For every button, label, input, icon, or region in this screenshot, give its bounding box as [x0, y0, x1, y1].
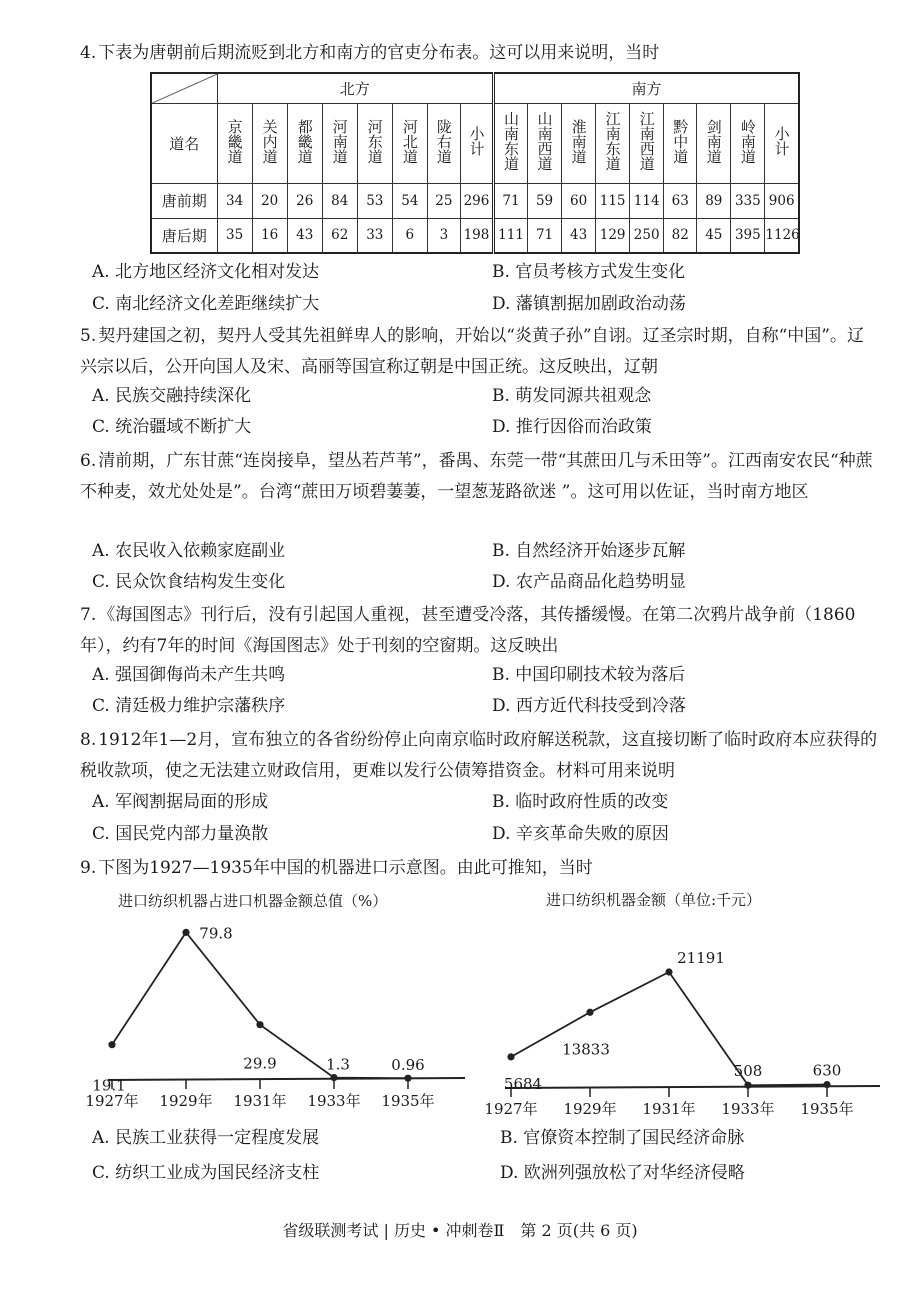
- data-point: [586, 1009, 593, 1016]
- q4-option-b[interactable]: B. 官员考核方式发生变化: [492, 262, 686, 282]
- table-cell: 82: [664, 218, 697, 253]
- table-cell: 114: [630, 183, 664, 218]
- column-header: 淮南道: [562, 103, 596, 183]
- q9-stem: 9. 下图为1927—1935年中国的机器进口示意图。由此可推知，当时: [80, 858, 593, 878]
- data-point: [823, 1081, 830, 1088]
- column-header: 剑南道: [697, 103, 731, 183]
- table-cell: 25: [427, 183, 460, 218]
- data-point: [404, 1075, 411, 1082]
- row-label: 唐前期: [151, 183, 217, 218]
- q6-option-b[interactable]: B. 自然经济开始逐步瓦解: [492, 541, 686, 561]
- q7-option-b[interactable]: B. 中国印刷技术较为落后: [492, 665, 686, 685]
- q5-option-d[interactable]: D. 推行因俗而治政策: [492, 417, 652, 437]
- table-cell: 34: [217, 183, 252, 218]
- column-header: 黔中道: [664, 103, 697, 183]
- x-tick-label: 1929年: [159, 1092, 213, 1110]
- table-cell: 906: [765, 183, 799, 218]
- table-cell: 129: [596, 218, 630, 253]
- column-header: 河南道: [322, 103, 357, 183]
- x-tick-label: 1927年: [484, 1100, 538, 1118]
- table-cell: 59: [528, 183, 562, 218]
- north-header: 北方: [217, 73, 493, 103]
- table-cell: 26: [287, 183, 322, 218]
- column-header: 小计: [765, 103, 799, 183]
- x-tick-label: 1931年: [233, 1092, 287, 1110]
- q7-stem: 7. 《海国图志》刊行后，没有引起国人重视，甚至遭受冷落，其传播缓慢。在第二次鸦片战争前（1860年），约有7年的时间《海国图志》处于刊刻的空窗期。这反映出: [80, 605, 856, 656]
- x-tick-label: 1931年: [642, 1100, 696, 1118]
- table-cell: 43: [287, 218, 322, 253]
- q4-stem: 4. 下表为唐朝前后期流贬到北方和南方的官吏分布表。这可以用来说明，当时: [80, 43, 660, 63]
- table-cell: 20: [252, 183, 287, 218]
- table-cell: 111: [493, 218, 527, 253]
- q8-option-b[interactable]: B. 临时政府性质的改变: [492, 792, 669, 812]
- q8-option-a[interactable]: A. 军阀割据局面的形成: [92, 792, 269, 812]
- table-cell: 1126: [765, 218, 799, 253]
- official-distribution-table: [150, 72, 800, 254]
- q4-option-c[interactable]: C. 南北经济文化差距继续扩大: [92, 294, 320, 314]
- data-label: 5684: [503, 1074, 543, 1093]
- column-header: 关内道: [252, 103, 287, 183]
- column-header: 都畿道: [287, 103, 322, 183]
- column-header: 河东道: [357, 103, 392, 183]
- table-cell: 71: [528, 218, 562, 253]
- q6-stem: 6. 清前期，广东甘蔗“连岗接阜，望丛若芦苇”，番禺、东莞一带“其蔗田几与禾田等”。江西南安农民“种蔗不种麦，效尤处处是”。台湾“蔗田万顷碧萋萋，一望葱茏路欲迷 ”。这可用以佐证，当时南方地区: [80, 451, 873, 502]
- data-point: [330, 1074, 337, 1081]
- data-label: 29.9: [243, 1054, 277, 1073]
- table-cell: 71: [493, 183, 527, 218]
- data-point: [182, 929, 189, 936]
- column-header: 江南东道: [596, 103, 630, 183]
- column-header: 山南西道: [528, 103, 562, 183]
- data-label: 1.3: [326, 1055, 350, 1074]
- data-point: [744, 1082, 751, 1089]
- table-cell: 33: [357, 218, 392, 253]
- table-cell: 115: [596, 183, 630, 218]
- table-cell: 296: [460, 183, 493, 218]
- q5-option-b[interactable]: B. 萌发同源共祖观念: [492, 386, 652, 406]
- table-corner-cell: [151, 73, 217, 103]
- textile-machine-share-chart: [80, 918, 470, 1123]
- q6-option-c[interactable]: C. 民众饮食结构发生变化: [92, 572, 286, 592]
- q9-option-d[interactable]: D. 欧洲列强放松了对华经济侵略: [500, 1163, 745, 1183]
- q8-stem: 8. 1912年1—2月，宣布独立的各省纷纷停止向南京临时政府解送税款，这直接切断了临时政府本应获得的税收款项，使之无法建立财政信用，更难以发行公债筹措资金。材料可用来说明: [80, 730, 878, 781]
- table-cell: 45: [697, 218, 731, 253]
- south-header: 南方: [493, 73, 799, 103]
- data-point: [507, 1053, 514, 1060]
- data-label: 21191: [677, 949, 725, 967]
- table-cell: 60: [562, 183, 596, 218]
- column-header: 京畿道: [217, 103, 252, 183]
- q9-option-a[interactable]: A. 民族工业获得一定程度发展: [92, 1128, 320, 1148]
- q8-option-c[interactable]: C. 国民党内部力量涣散: [92, 824, 269, 844]
- q7-option-a[interactable]: A. 强国御侮尚未产生共鸣: [92, 665, 286, 685]
- table-cell: 16: [252, 218, 287, 253]
- column-header: 江南西道: [630, 103, 664, 183]
- q5-option-a[interactable]: A. 民族交融持续深化: [92, 386, 252, 406]
- x-tick-label: 1935年: [800, 1100, 854, 1118]
- chart-2-title: 进口纺织机器金额（单位:千元）: [546, 891, 762, 909]
- table-cell: 43: [562, 218, 596, 253]
- x-tick-label: 1927年: [85, 1092, 139, 1110]
- column-header: 岭南道: [731, 103, 765, 183]
- table-cell: 250: [630, 218, 664, 253]
- column-header: 陇右道: [427, 103, 460, 183]
- q4-option-a[interactable]: A. 北方地区经济文化相对发达: [92, 262, 320, 282]
- q7-option-d[interactable]: D. 西方近代科技受到冷落: [492, 696, 686, 716]
- q7-option-c[interactable]: C. 清廷极力维护宗藩秩序: [92, 696, 286, 716]
- table-cell: 89: [697, 183, 731, 218]
- q5-option-c[interactable]: C. 统治疆域不断扩大: [92, 417, 252, 437]
- table-cell: 54: [392, 183, 427, 218]
- table-cell: 395: [731, 218, 765, 253]
- table-cell: 3: [427, 218, 460, 253]
- table-cell: 198: [460, 218, 493, 253]
- data-point: [665, 968, 672, 975]
- data-label: 19.1: [92, 1076, 126, 1095]
- table-cell: 335: [731, 183, 765, 218]
- column-header: 山南东道: [493, 103, 527, 183]
- q6-option-d[interactable]: D. 农产品商品化趋势明显: [492, 572, 686, 592]
- table-cell: 6: [392, 218, 427, 253]
- table-cell: 62: [322, 218, 357, 253]
- data-point: [256, 1021, 263, 1028]
- data-label: 13833: [562, 1040, 610, 1059]
- x-tick-label: 1933年: [721, 1100, 775, 1118]
- row-label: 唐后期: [151, 218, 217, 253]
- x-axis: [505, 1086, 880, 1088]
- data-label: 0.96: [391, 1056, 425, 1075]
- series-line: [511, 972, 827, 1085]
- chart-1-title: 进口纺织机器占进口机器金额总值（%）: [118, 892, 388, 910]
- data-label: 630: [812, 1061, 842, 1080]
- table-cell: 63: [664, 183, 697, 218]
- table-cell: 84: [322, 183, 357, 218]
- textile-machine-amount-chart: [484, 918, 885, 1123]
- table-cell: 53: [357, 183, 392, 218]
- page-footer: 省级联测考试 | 历史 • 冲刺卷Ⅱ 第 2 页(共 6 页): [282, 1221, 638, 1240]
- q9-option-c[interactable]: C. 纺织工业成为国民经济支柱: [92, 1163, 320, 1183]
- x-tick-label: 1933年: [307, 1092, 361, 1110]
- q5-stem: 5. 契丹建国之初，契丹人受其先祖鲜卑人的影响，开始以“炎黄子孙”自诩。辽圣宗时期，自称“中国”。辽兴宗以后，公开向国人及宋、高丽等国宣称辽朝是中国正统。这反映出，辽朝: [80, 326, 864, 377]
- table-cell: 35: [217, 218, 252, 253]
- data-label: 79.8: [199, 924, 233, 943]
- daoming-header: 道名: [151, 103, 217, 183]
- q6-option-a[interactable]: A. 农民收入依赖家庭副业: [92, 541, 286, 561]
- q4-option-d[interactable]: D. 藩镇割据加剧政治动荡: [492, 294, 686, 314]
- x-tick-label: 1929年: [563, 1100, 617, 1118]
- x-tick-label: 1935年: [381, 1092, 435, 1110]
- column-header: 小计: [460, 103, 493, 183]
- q9-option-b[interactable]: B. 官僚资本控制了国民经济命脉: [500, 1128, 745, 1148]
- column-header: 河北道: [392, 103, 427, 183]
- data-label: 508: [733, 1062, 763, 1081]
- q8-option-d[interactable]: D. 辛亥革命失败的原因: [492, 824, 669, 844]
- data-point: [108, 1041, 115, 1048]
